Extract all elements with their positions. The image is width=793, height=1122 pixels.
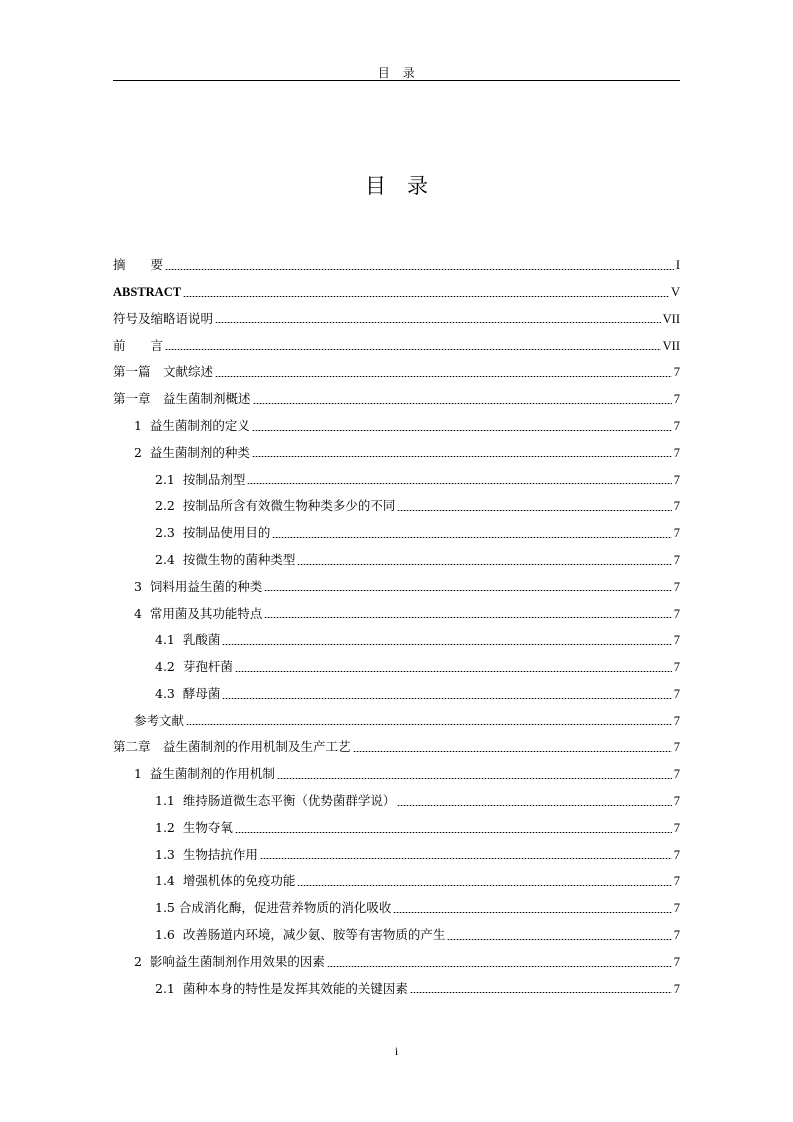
toc-entry-label: 前 言 xyxy=(113,337,164,353)
toc-entry[interactable] xyxy=(113,654,680,681)
toc-entry[interactable] xyxy=(113,306,680,333)
toc-entry-label: 4.2 芽孢杆菌 xyxy=(155,659,233,675)
toc-entry-page-number: V xyxy=(670,284,680,299)
running-header: 目 录 xyxy=(377,66,416,80)
dot-leader xyxy=(222,698,671,699)
dot-leader xyxy=(353,751,672,752)
dot-leader xyxy=(297,885,671,886)
toc-entry-page-number: 7 xyxy=(673,418,680,433)
toc-entry-label: 1.2 生物夺氧 xyxy=(155,819,233,835)
toc-entry-label: 4.1 乳酸菌 xyxy=(155,632,221,648)
toc-entry-page-number: 7 xyxy=(673,365,680,380)
toc-entry-page-number: 7 xyxy=(673,767,680,782)
dot-leader xyxy=(247,483,671,484)
toc-entry-label: 符号及缩略语说明 xyxy=(113,310,214,326)
toc-entry-label: 第一章 益生菌制剂概述 xyxy=(113,391,251,407)
dot-leader xyxy=(410,992,672,993)
toc-entry-label: 4.3 酵母菌 xyxy=(155,685,221,701)
dot-leader xyxy=(186,724,672,725)
toc-entry-page-number: VII xyxy=(662,311,680,326)
toc-entry-label: 2.1 按制品剂型 xyxy=(155,471,246,487)
toc-entry[interactable] xyxy=(113,761,680,788)
dot-leader xyxy=(264,617,671,618)
toc-entry[interactable] xyxy=(113,600,680,627)
page-number: i xyxy=(394,1044,399,1058)
toc-entry-page-number: 7 xyxy=(673,499,680,514)
toc-entry-label: 1.6 改善肠道内环境，减少氨、胺等有害物质的产生 xyxy=(155,927,446,943)
dot-leader xyxy=(215,322,661,323)
dot-leader xyxy=(447,939,671,940)
dot-leader xyxy=(253,403,672,404)
toc-entry-label: 2.4 按微生物的菌种类型 xyxy=(155,551,296,567)
toc-entry-label: 第二章 益生菌制剂的作用机制及生产工艺 xyxy=(113,739,351,755)
toc-entry-page-number: 7 xyxy=(673,901,680,916)
toc-entry[interactable] xyxy=(113,466,680,493)
toc-entry-page-number: 7 xyxy=(673,686,680,701)
toc-entry-label: 3 饲料用益生菌的种类 xyxy=(134,578,263,594)
toc-entry-page-number: 7 xyxy=(673,847,680,862)
toc-entry[interactable] xyxy=(113,734,680,761)
toc-entry[interactable] xyxy=(113,386,680,413)
toc-entry[interactable] xyxy=(113,815,680,842)
toc-entry[interactable] xyxy=(113,949,680,976)
toc-entry-page-number: 7 xyxy=(673,552,680,567)
toc-entry-page-number: 7 xyxy=(673,794,680,809)
toc-entry-page-number: 7 xyxy=(673,820,680,835)
dot-leader xyxy=(397,805,671,806)
toc-entry[interactable] xyxy=(113,627,680,654)
toc-entry-page-number: 7 xyxy=(673,445,680,460)
table-of-contents xyxy=(113,252,680,1002)
toc-entry[interactable] xyxy=(113,440,680,467)
dot-leader xyxy=(165,269,674,270)
toc-entry-page-number: 7 xyxy=(673,579,680,594)
dot-leader xyxy=(252,430,672,431)
dot-leader xyxy=(183,296,669,297)
toc-entry[interactable] xyxy=(113,708,680,735)
toc-entry-page-number: 7 xyxy=(673,660,680,675)
toc-entry[interactable] xyxy=(113,788,680,815)
toc-entry[interactable] xyxy=(113,279,680,306)
toc-entry-page-number: 7 xyxy=(673,633,680,648)
dot-leader xyxy=(277,778,672,779)
toc-entry-label: 1.1 维持肠道微生态平衡（优势菌群学说） xyxy=(155,793,396,809)
dot-leader xyxy=(272,537,671,538)
toc-entry[interactable] xyxy=(113,493,680,520)
dot-leader xyxy=(297,564,671,565)
toc-entry-label: 1 益生菌制剂的定义 xyxy=(134,417,250,433)
toc-entry-page-number: 7 xyxy=(673,954,680,969)
toc-entry[interactable] xyxy=(113,681,680,708)
dot-leader xyxy=(393,912,671,913)
toc-entry[interactable] xyxy=(113,252,680,279)
page-title: 目 录 xyxy=(365,174,428,198)
toc-entry-label: 参考文献 xyxy=(134,712,185,728)
dot-leader xyxy=(215,376,672,377)
toc-entry[interactable] xyxy=(113,895,680,922)
toc-entry-label: 2.3 按制品使用目的 xyxy=(155,525,271,541)
dot-leader xyxy=(222,644,671,645)
dot-leader xyxy=(235,671,672,672)
toc-entry[interactable] xyxy=(113,359,680,386)
toc-entry[interactable] xyxy=(113,922,680,949)
toc-entry-label: 1.3 生物拮抗作用 xyxy=(155,846,258,862)
toc-entry[interactable] xyxy=(113,332,680,359)
toc-entry[interactable] xyxy=(113,520,680,547)
toc-entry-label: ABSTRACT xyxy=(113,284,182,299)
dot-leader xyxy=(397,510,671,511)
toc-entry-label: 2.1 菌种本身的特性是发挥其效能的关键因素 xyxy=(155,980,408,996)
toc-entry-page-number: 7 xyxy=(673,981,680,996)
toc-entry-label: 2 影响益生菌制剂作用效果的因素 xyxy=(134,953,325,969)
dot-leader xyxy=(264,590,671,591)
toc-entry[interactable] xyxy=(113,868,680,895)
toc-entry-label: 第一篇 文献综述 xyxy=(113,364,214,380)
toc-entry-label: 1.4 增强机体的免疫功能 xyxy=(155,873,296,889)
toc-entry-page-number: 7 xyxy=(673,526,680,541)
toc-entry-page-number: 7 xyxy=(673,740,680,755)
toc-entry-page-number: 7 xyxy=(673,472,680,487)
toc-entry[interactable] xyxy=(113,574,680,601)
toc-entry-page-number: 7 xyxy=(673,874,680,889)
dot-leader xyxy=(165,349,661,350)
toc-entry-label: 2 益生菌制剂的种类 xyxy=(134,444,250,460)
toc-entry-label: 2.2 按制品所含有效微生物种类多少的不同 xyxy=(155,498,396,514)
toc-entry-label: 4 常用菌及其功能特点 xyxy=(134,605,263,621)
toc-entry-page-number: 7 xyxy=(673,606,680,621)
toc-entry-label: 摘 要 xyxy=(113,257,164,273)
toc-entry-page-number: I xyxy=(675,258,680,273)
toc-entry-page-number: 7 xyxy=(673,392,680,407)
dot-leader xyxy=(260,858,672,859)
toc-entry-page-number: VII xyxy=(662,338,680,353)
toc-entry[interactable] xyxy=(113,547,680,574)
dot-leader xyxy=(327,966,672,967)
toc-entry[interactable] xyxy=(113,842,680,869)
toc-entry-page-number: 7 xyxy=(673,928,680,943)
dot-leader xyxy=(252,456,672,457)
toc-entry-label: 1 益生菌制剂的作用机制 xyxy=(134,766,275,782)
dot-leader xyxy=(235,832,672,833)
header-rule xyxy=(113,80,680,81)
toc-entry[interactable] xyxy=(113,976,680,1003)
toc-entry[interactable] xyxy=(113,413,680,440)
toc-entry-label: 1.5 合成消化酶，促进营养物质的消化吸收 xyxy=(155,900,392,916)
toc-entry-page-number: 7 xyxy=(673,713,680,728)
